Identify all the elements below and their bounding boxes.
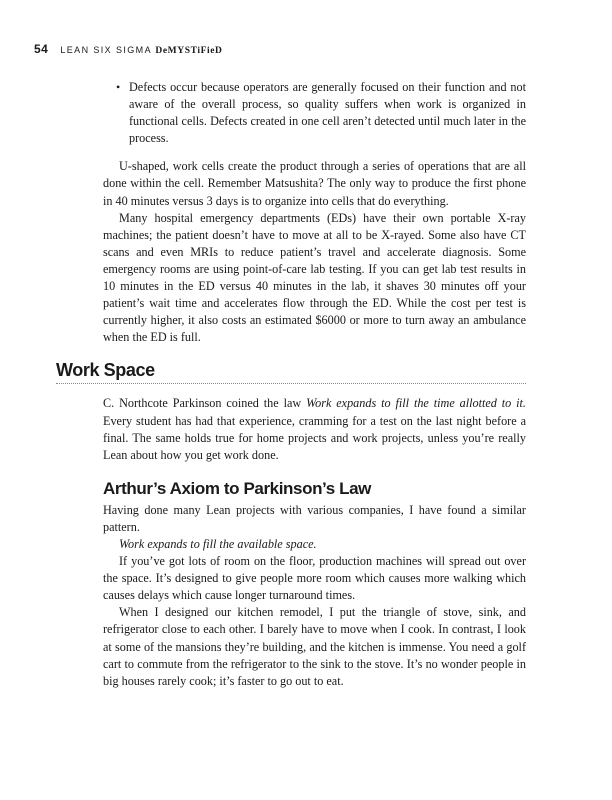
section-heading-work-space: Work Space <box>56 359 526 384</box>
body-paragraph-similar-pattern: Having done many Lean projects with various companies, I have found a similar pattern. <box>103 502 526 534</box>
body-paragraph-emergency-departments: Many hospital emergency departments (EDs) have their own portable X-ray machines; the patient doesn’t have to move at all to be X-rayed. Some also have CT scans and even MRIs to reduce patient’s travel and accelerate diagnosis. Some emergency rooms are using point-of-care lab testing. If you can get lab test results in 10 minutes in the ED versus 40 minutes in the lab, it shaves 30 minutes off your patient’s wait time and accelerates flow through the ED. While the cost per test is currently higher, it also costs an estimated $6000 or more to turn away an ambulance when the ED is full. <box>103 210 526 345</box>
axiom-italic: Work expands to fill the available space. <box>119 536 317 551</box>
subsection-heading-arthurs-axiom: Arthur’s Axiom to Parkinson’s Law <box>103 478 371 498</box>
parkinson-law-italic: Work expands to fill the time allotted to it. <box>306 396 526 411</box>
body-paragraph-parkinson <box>103 395 526 463</box>
page-number: 54 <box>34 42 49 56</box>
running-title-demystified: DeMYSTiFieD <box>155 46 223 56</box>
running-title <box>60 45 222 55</box>
parkinson-rest-text: Every student has had that experience, cramming for a test on the last night before a final. The same holds true for home projects and work projects, unless you’re really Lean about how you get work done. <box>103 413 526 462</box>
axiom-quote <box>103 536 526 553</box>
bullet-item: • Defects occur because operators are generally focused on their function and not aware of the overall process, so quality suffers when work is organized in functional cells. Defects created in one cell aren’t detected until much later in the process. <box>129 79 526 147</box>
running-title-main: LEAN SIX SIGMA <box>60 45 152 55</box>
body-paragraph-floor-space: If you’ve got lots of room on the floor, production machines will spread out over the space. It’s designed to give people more room which causes more walking which causes delays which cause longer turnaround times. <box>103 554 526 603</box>
body-paragraph-work-cells: U-shaped, work cells create the product through a series of operations that are all done within the cell. Remember Matsushita? The only way to produce the first phone in 40 minutes versus 3 days is to organize into cells that do everything. <box>103 159 526 208</box>
page-body <box>56 79 526 690</box>
body-paragraph-kitchen: When I designed our kitchen remodel, I put the triangle of stove, sink, and refrigerator close to each other. I barely have to move when I cook. In contrast, I look at some of the mansions they’re building, and the kitchen is immense. You need a golf cart to commute from the refrigerator to the sink to the stove. It’s no wonder people in big houses rarely cook; it’s faster to go out to eat. <box>103 605 526 688</box>
running-header <box>34 40 223 54</box>
parkinson-lead-text: C. Northcote Parkinson coined the law <box>103 396 307 411</box>
bullet-list <box>103 79 526 147</box>
